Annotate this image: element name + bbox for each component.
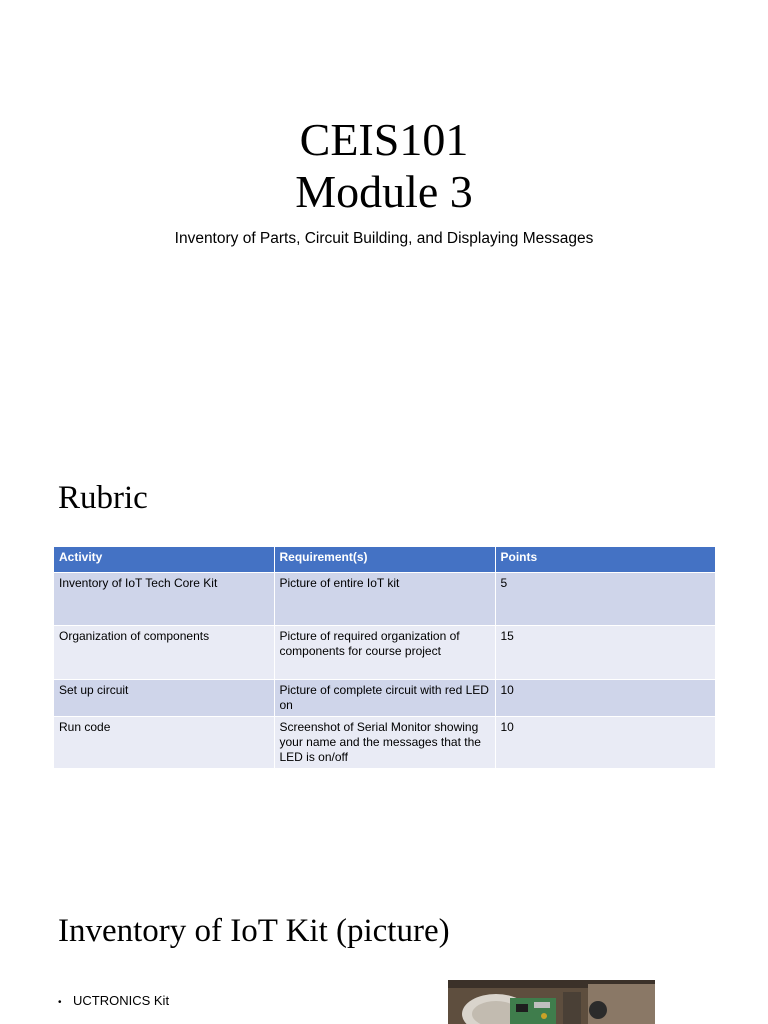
header-activity: Activity — [54, 547, 274, 573]
title-course: CEIS101 — [299, 114, 469, 165]
table-row — [54, 717, 715, 769]
cell-activity: Run code — [54, 717, 274, 769]
cell-activity: Inventory of IoT Tech Core Kit — [54, 573, 274, 626]
table-row — [54, 573, 715, 626]
kit-photo-image — [448, 980, 655, 1024]
list-item: • UCTRONICS Kit — [58, 993, 169, 1011]
header-points: Points — [495, 547, 715, 573]
header-requirements: Requirement(s) — [274, 547, 495, 573]
cell-points: 10 — [495, 717, 715, 769]
table-row — [54, 626, 715, 680]
subtitle: Inventory of Parts, Circuit Building, and Displaying Messages — [174, 230, 594, 247]
cell-requirement: Picture of complete circuit with red LED on — [274, 680, 495, 717]
cell-activity: Organization of components — [54, 626, 274, 680]
cell-requirement: Picture of entire IoT kit — [274, 573, 495, 626]
cell-points: 15 — [495, 626, 715, 680]
table-header-row — [54, 547, 715, 573]
inventory-heading: Inventory of IoT Kit (picture) — [58, 913, 450, 949]
cell-requirement: Picture of required organization of components for course project — [274, 626, 495, 680]
inventory-bullet-list — [58, 993, 169, 1011]
table-row — [54, 680, 715, 717]
cell-requirement: Screenshot of Serial Monitor showing your name and the messages that the LED is on/off — [274, 717, 495, 769]
cell-points: 10 — [495, 680, 715, 717]
title-module: Module 3 — [295, 166, 473, 217]
rubric-heading: Rubric — [58, 480, 148, 516]
rubric-table — [54, 547, 716, 769]
cell-activity: Set up circuit — [54, 680, 274, 717]
kit-photo — [448, 980, 655, 1024]
cell-points: 5 — [495, 573, 715, 626]
